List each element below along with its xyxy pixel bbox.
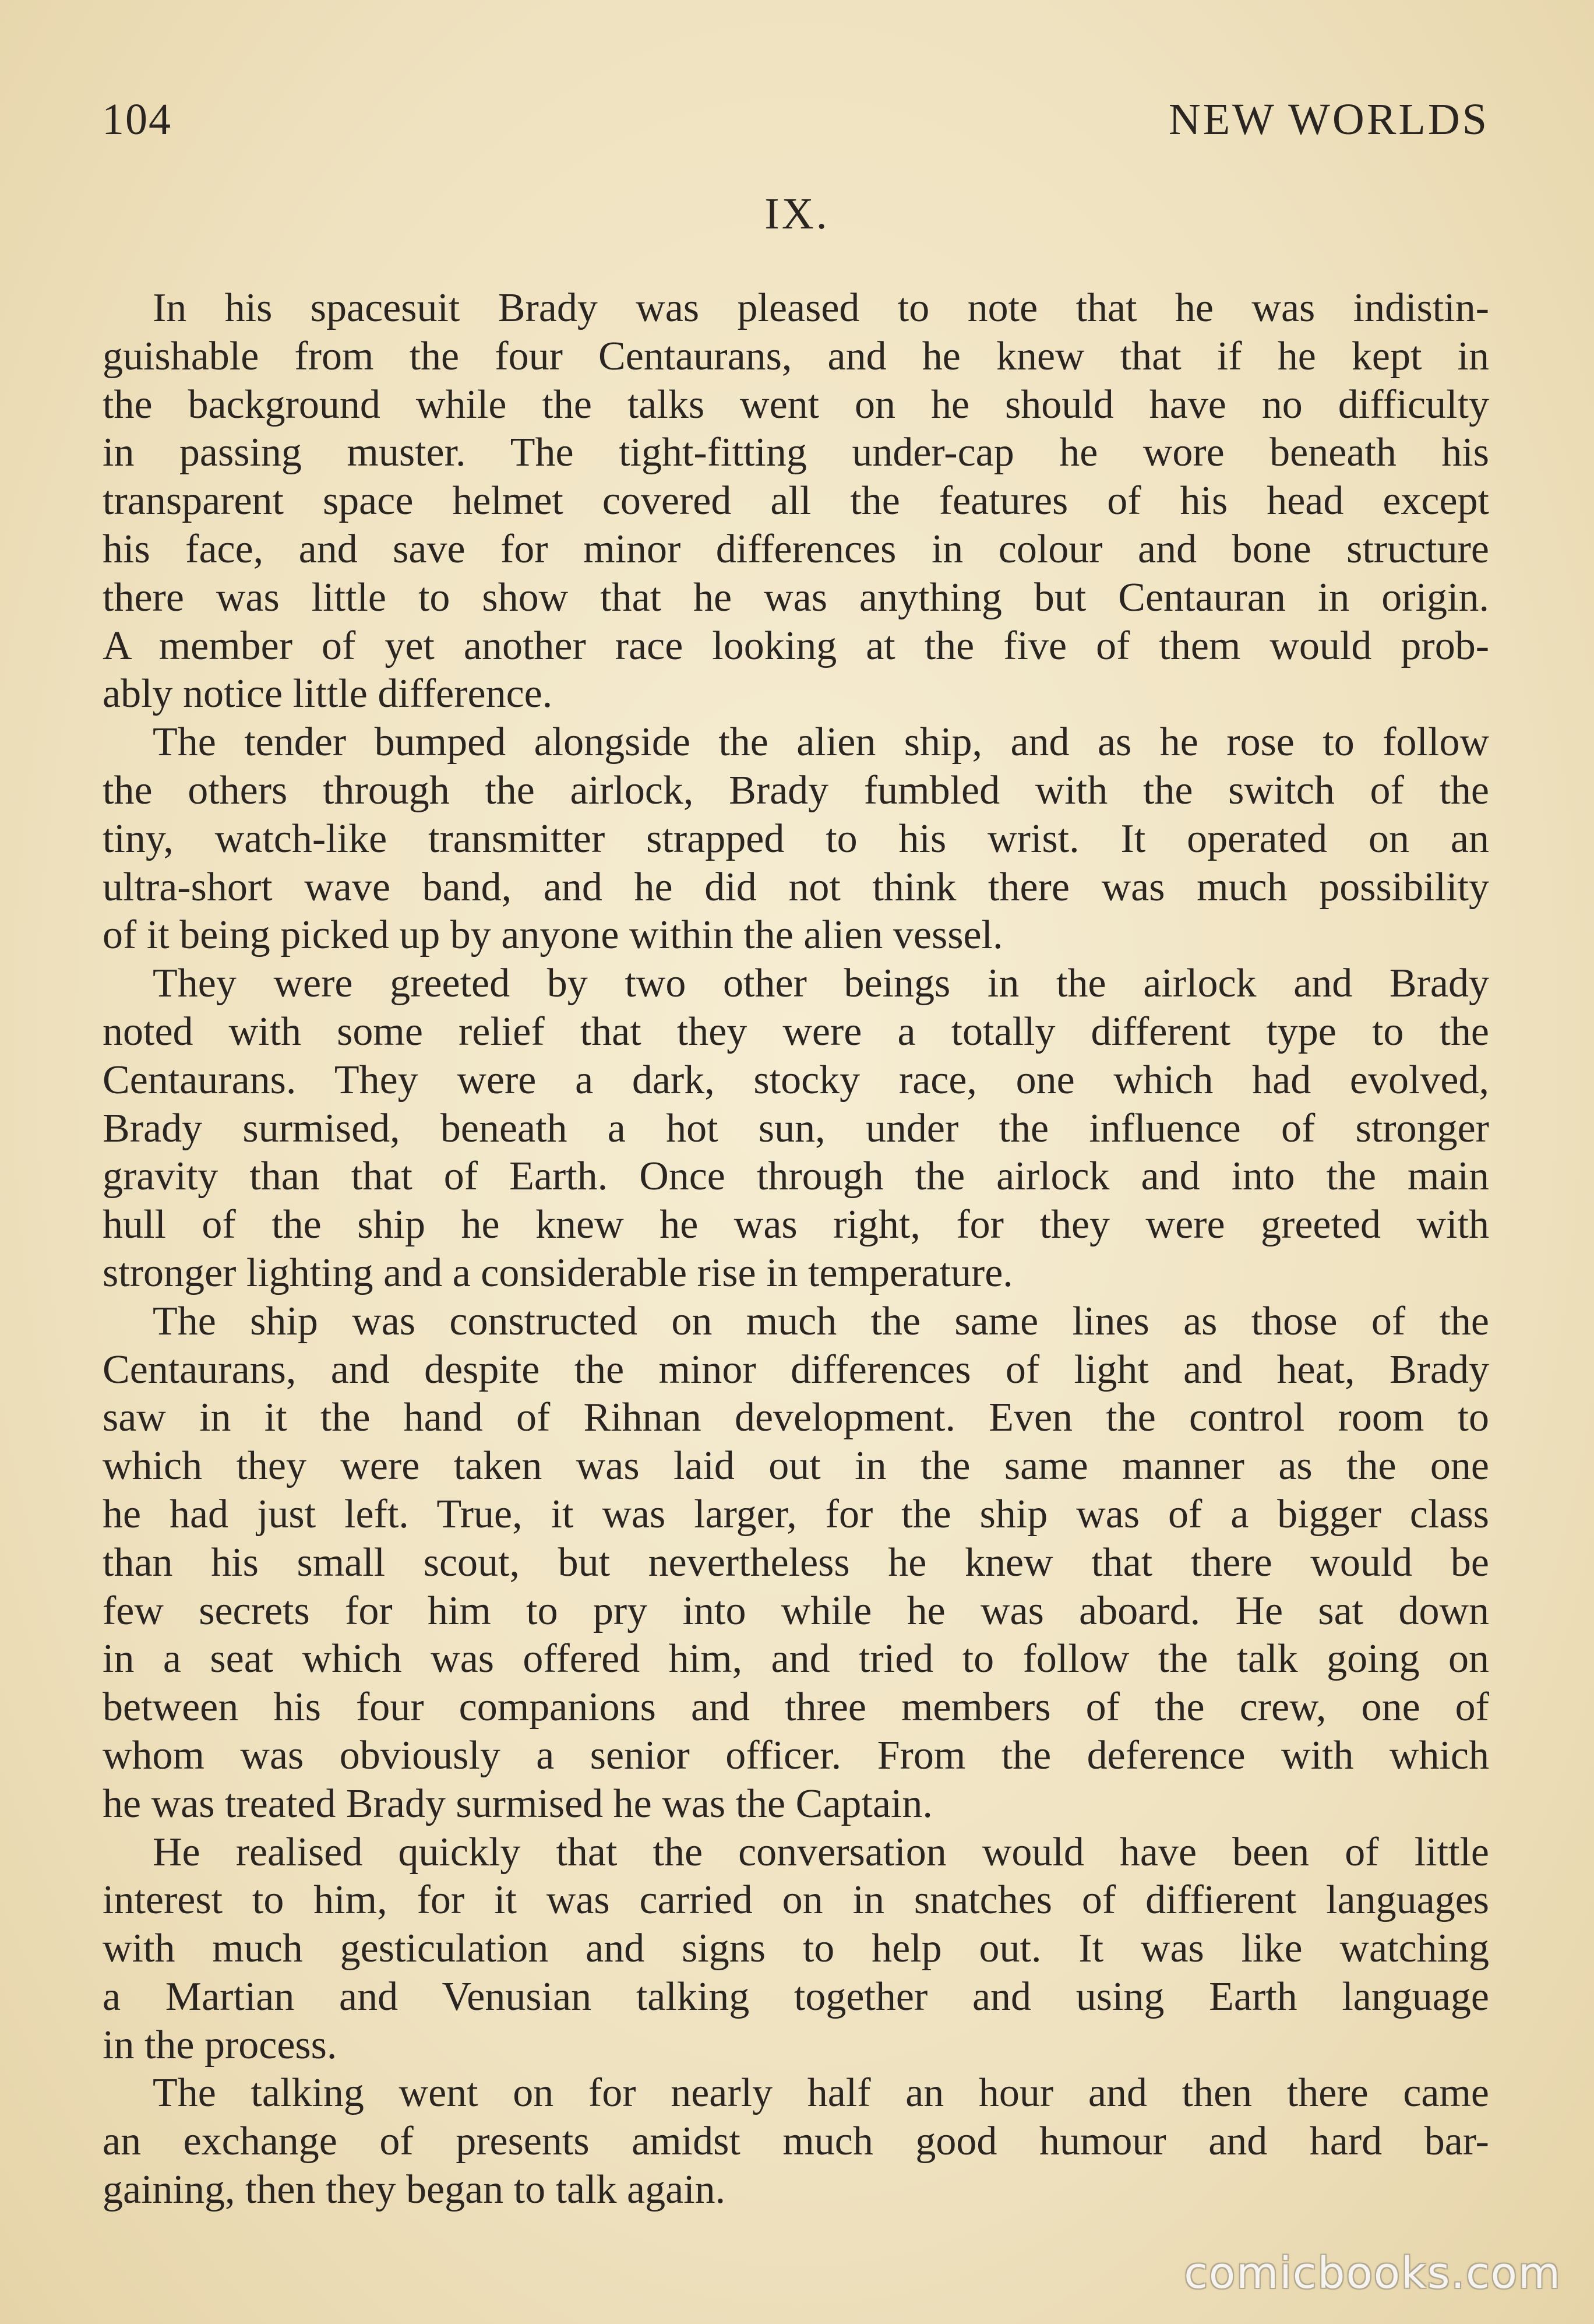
paragraph (103, 1829, 1489, 2070)
chapter-heading: IX. (764, 189, 830, 238)
text-line: tiny, watch-like transmitter strapped to his wrist. It operated on an (103, 816, 1489, 861)
text-line: an exchange of presents amidst much good humour and hard bar- (103, 2119, 1489, 2164)
text-line: between his four companions and three members of the crew, one of (103, 1685, 1489, 1730)
text-line: The talking went on for nearly half an hour and then there came (153, 2071, 1489, 2116)
text-line: saw in it the hand of Rihnan development. Even the control room to (103, 1395, 1489, 1441)
watermark: comicbooks.com (1184, 2248, 1561, 2298)
text-line: than his small scout, but nevertheless he knew that there would be (103, 1540, 1489, 1585)
text-line: They were greeted by two other beings in the airlock and Brady (153, 961, 1489, 1006)
text-line: hull of the ship he knew he was right, for they were greeted with (103, 1202, 1489, 1248)
text-line: In his spacesuit Brady was pleased to note that he was indistin- (153, 286, 1489, 330)
text-line: ultra-short wave band, and he did not think there was much possibility (103, 864, 1489, 910)
text-line: in passing muster. The tight-fitting under-cap he wore beneath his (103, 430, 1489, 476)
paragraph (103, 960, 1489, 1298)
running-title: NEW WORLDS (1168, 95, 1489, 144)
text-line: there was little to show that he was anything but Centauran in origin. (103, 575, 1489, 620)
text-line: gaining, then they began to talk again. (103, 2167, 726, 2213)
text-line: He realised quickly that the conversation would have been of little (153, 1829, 1489, 1875)
text-line: gravity than that of Earth. Once through the airlock and into the main (103, 1154, 1489, 1199)
paragraph (103, 284, 1489, 719)
text-line: stronger lighting and a considerable rise in temperature. (103, 1250, 1013, 1295)
text-line: The tender bumped alongside the alien ship, and as he rose to follow (153, 720, 1489, 765)
text-line: his face, and save for minor differences in colour and bone structure (103, 526, 1489, 572)
text-line: the background while the talks went on he should have no difficulty (103, 382, 1489, 427)
page-number: 104 (102, 95, 172, 144)
text-line: Brady surmised, beneath a hot sun, under the influence of stronger (103, 1105, 1489, 1151)
text-line: transparent space helmet covered all the features of his head except (103, 478, 1489, 524)
text-line: in a seat which was offered him, and tried to follow the talk going on (103, 1636, 1489, 1682)
text-line: Centaurans, and despite the minor differences of light and heat, Brady (103, 1347, 1489, 1392)
body-text (103, 284, 1489, 2214)
text-line: guishable from the four Centaurans, and he knew that if he kept in (103, 333, 1489, 379)
text-line: a Martian and Venusian talking together and using Earth language (103, 1974, 1489, 2019)
text-line: ably notice little difference. (103, 671, 553, 717)
text-line: with much gesticulation and signs to help out. It was like watching (103, 1926, 1489, 1971)
text-line: A member of yet another race looking at the five of them would prob- (103, 623, 1489, 668)
running-head (102, 87, 1489, 152)
text-line: which they were taken was laid out in the same manner as the one (103, 1443, 1489, 1489)
text-line: of it being picked up by anyone within the alien vessel. (103, 913, 1003, 958)
text-line: noted with some relief that they were a totally different type to the (103, 1009, 1489, 1054)
text-line: few secrets for him to pry into while he was aboard. He sat down (103, 1588, 1489, 1633)
text-line: in the process. (103, 2022, 337, 2068)
text-line: whom was obviously a senior officer. From the deference with which (103, 1733, 1489, 1778)
text-line: he was treated Brady surmised he was the Captain. (103, 1781, 933, 1826)
text-line: Centaurans. They were a dark, stocky race, one which had evolved, (103, 1057, 1489, 1103)
paragraph (103, 2069, 1489, 2214)
text-line: he had just left. True, it was larger, for the ship was of a bigger class (103, 1491, 1489, 1537)
text-line: the others through the airlock, Brady fumbled with the switch of the (103, 767, 1489, 813)
paragraph (103, 1298, 1489, 1829)
text-line: interest to him, for it was carried on in snatches of diffierent languages (103, 1878, 1489, 1923)
text-line: The ship was constructed on much the same lines as those of the (153, 1298, 1489, 1344)
paragraph (103, 719, 1489, 960)
